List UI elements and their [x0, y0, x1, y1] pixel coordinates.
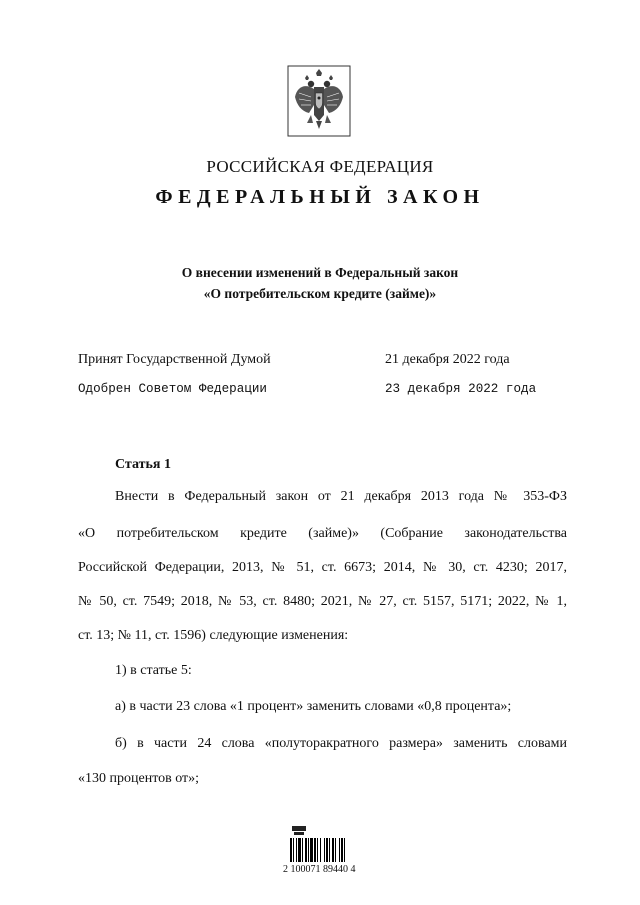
country-name: РОССИЙСКАЯ ФЕДЕРАЦИЯ: [206, 157, 434, 176]
council-approval-row: [78, 382, 548, 396]
council-label: Одобрен Советом Федерации: [78, 382, 267, 396]
article-heading: Статья 1: [115, 457, 171, 472]
article-line: «О потребительском кредите (займе)» (Собрание законодательства: [78, 526, 567, 541]
article-line: «130 процентов от»;: [78, 771, 200, 786]
article-line: б) в части 24 слова «полуторакратного размера» заменить словами: [115, 736, 567, 751]
article-line: ст. 13; № 11, ст. 1596) следующие изменения:: [78, 628, 349, 643]
article-line: 1) в статье 5:: [115, 663, 192, 678]
barcode-number: 2 100071 89440 4: [283, 864, 356, 875]
coat-of-arms-icon: [287, 65, 351, 137]
council-date: 23 декабря 2022 года: [385, 382, 537, 396]
article-line: а) в части 23 слова «1 процент» заменить словами «0,8 процента»;: [115, 699, 512, 714]
article-line: Внести в Федеральный закон от 21 декабря 2013 года № 353-ФЗ: [115, 489, 567, 504]
law-title-line-2: «О потребительском кредите (займе)»: [203, 286, 437, 301]
duma-date: 21 декабря 2022 года: [385, 352, 510, 367]
law-title-line-1: О внесении изменений в Федеральный закон: [181, 265, 459, 280]
article-line: Российской Федерации, 2013, № 51, ст. 6673; 2014, № 30, ст. 4230; 2017,: [78, 560, 567, 575]
law-type-heading: ФЕДЕРАЛЬНЫЙ ЗАКОН: [155, 186, 485, 208]
duma-label: Принят Государственной Думой: [78, 352, 271, 367]
duma-adoption-row: [78, 352, 548, 368]
barcode: [286, 822, 366, 898]
article-line: № 50, ст. 7549; 2018, № 53, ст. 8480; 2021, № 27, ст. 5157, 5171; 2022, № 1,: [78, 594, 567, 609]
